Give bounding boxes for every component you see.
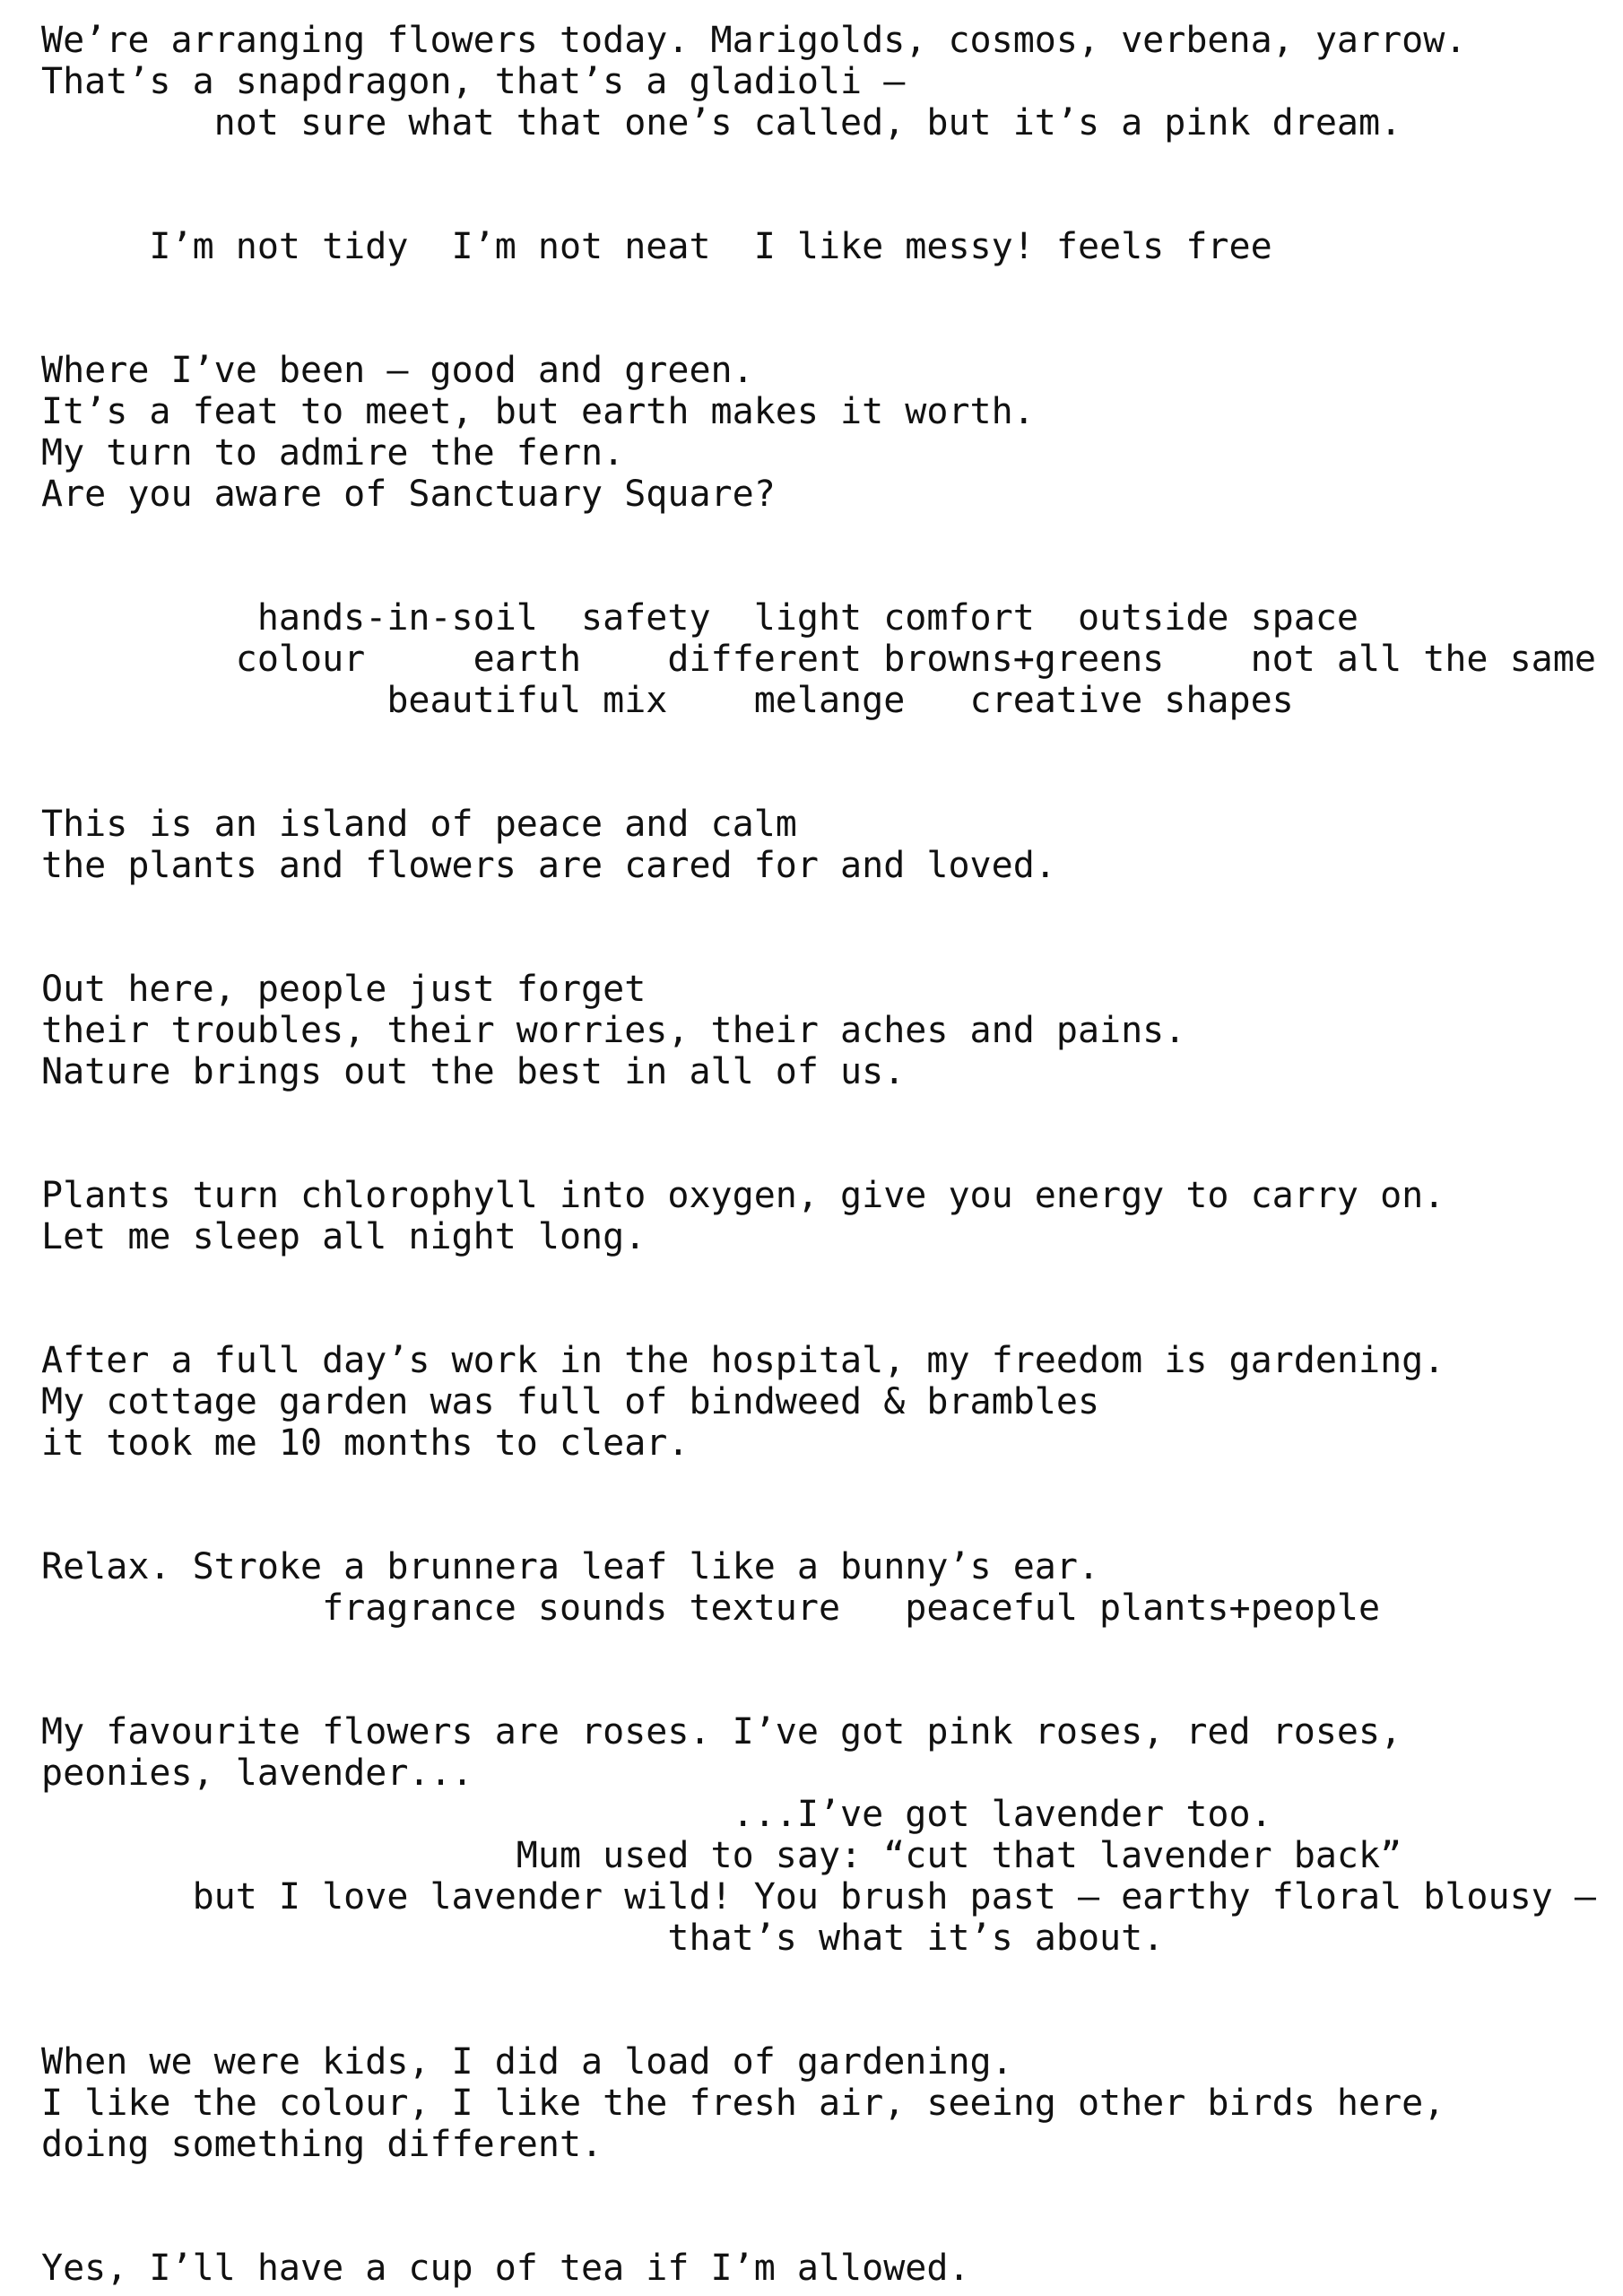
poem-line: fragrance sounds texture peaceful plants+people [41,1587,1381,1629]
poem-line: I’m not tidy I’m not neat I like messy! feels free [41,226,1272,267]
stanza [41,1340,1601,1464]
stanza [41,226,1601,267]
stanza [41,969,1601,1092]
stanza [41,2248,1601,2289]
poem-line: that’s what it’s about. [41,1918,1165,1959]
poem-line: ...I’ve got lavender too. [41,1794,1272,1835]
stanza [41,1711,1601,1959]
poem-line: Mum used to say: “cut that lavender back” [41,1835,1402,1876]
stanza [41,1175,1601,1257]
poem-line: Let me sleep all night long. [41,1216,647,1257]
poem-line: not sure what that one’s called, but it’s a pink dream. [41,102,1402,144]
poem-line: but I love lavender wild! You brush past – earthy floral blousy – [41,1876,1596,1918]
poem-line: Are you aware of Sanctuary Square? [41,474,776,515]
poem-line: Yes, I’ll have a cup of tea if I’m allowed. [41,2248,970,2289]
poem-line: beautiful mix melange creative shapes [41,680,1294,721]
poem-line: hands-in-soil safety light comfort outside space [41,597,1359,639]
poem-line: My favourite flowers are roses. I’ve got pink roses, red roses, [41,1711,1402,1752]
poem-line: Relax. Stroke a brunnera leaf like a bunny’s ear. [41,1546,1100,1587]
poem-line: Out here, people just forget [41,969,647,1010]
poem-line: After a full day’s work in the hospital, my freedom is gardening. [41,1340,1445,1381]
stanza [41,804,1601,886]
poem-line: This is an island of peace and calm [41,804,797,845]
poem-line: We’re arranging flowers today. Marigolds, cosmos, verbena, yarrow. [41,20,1467,61]
poem-line: Plants turn chlorophyll into oxygen, give you energy to carry on. [41,1175,1445,1216]
stanza [41,2041,1601,2165]
poem-line: the plants and flowers are cared for and loved. [41,845,1056,886]
poem-line: That’s a snapdragon, that’s a gladioli – [41,61,906,102]
poem-line: My cottage garden was full of bindweed & brambles [41,1381,1100,1422]
poem-line: colour earth different browns+greens not all the same [41,639,1596,680]
poem-line: It’s a feat to meet, but earth makes it worth. [41,391,1035,432]
poem-line: doing something different. [41,2124,603,2165]
poem-page [41,20,1601,2289]
stanza [41,1546,1601,1629]
stanza [41,20,1601,144]
poem-line: Where I’ve been – good and green. [41,350,754,391]
poem-line: When we were kids, I did a load of gardening. [41,2041,1013,2083]
poem-line: their troubles, their worries, their aches and pains. [41,1010,1186,1051]
poem-line: peonies, lavender... [41,1752,473,1794]
poem-line: it took me 10 months to clear. [41,1422,690,1464]
stanza [41,350,1601,515]
poem-line: I like the colour, I like the fresh air, seeing other birds here, [41,2083,1445,2124]
stanza [41,597,1601,721]
poem-line: My turn to admire the fern. [41,432,625,474]
poem-line: Nature brings out the best in all of us. [41,1051,906,1092]
